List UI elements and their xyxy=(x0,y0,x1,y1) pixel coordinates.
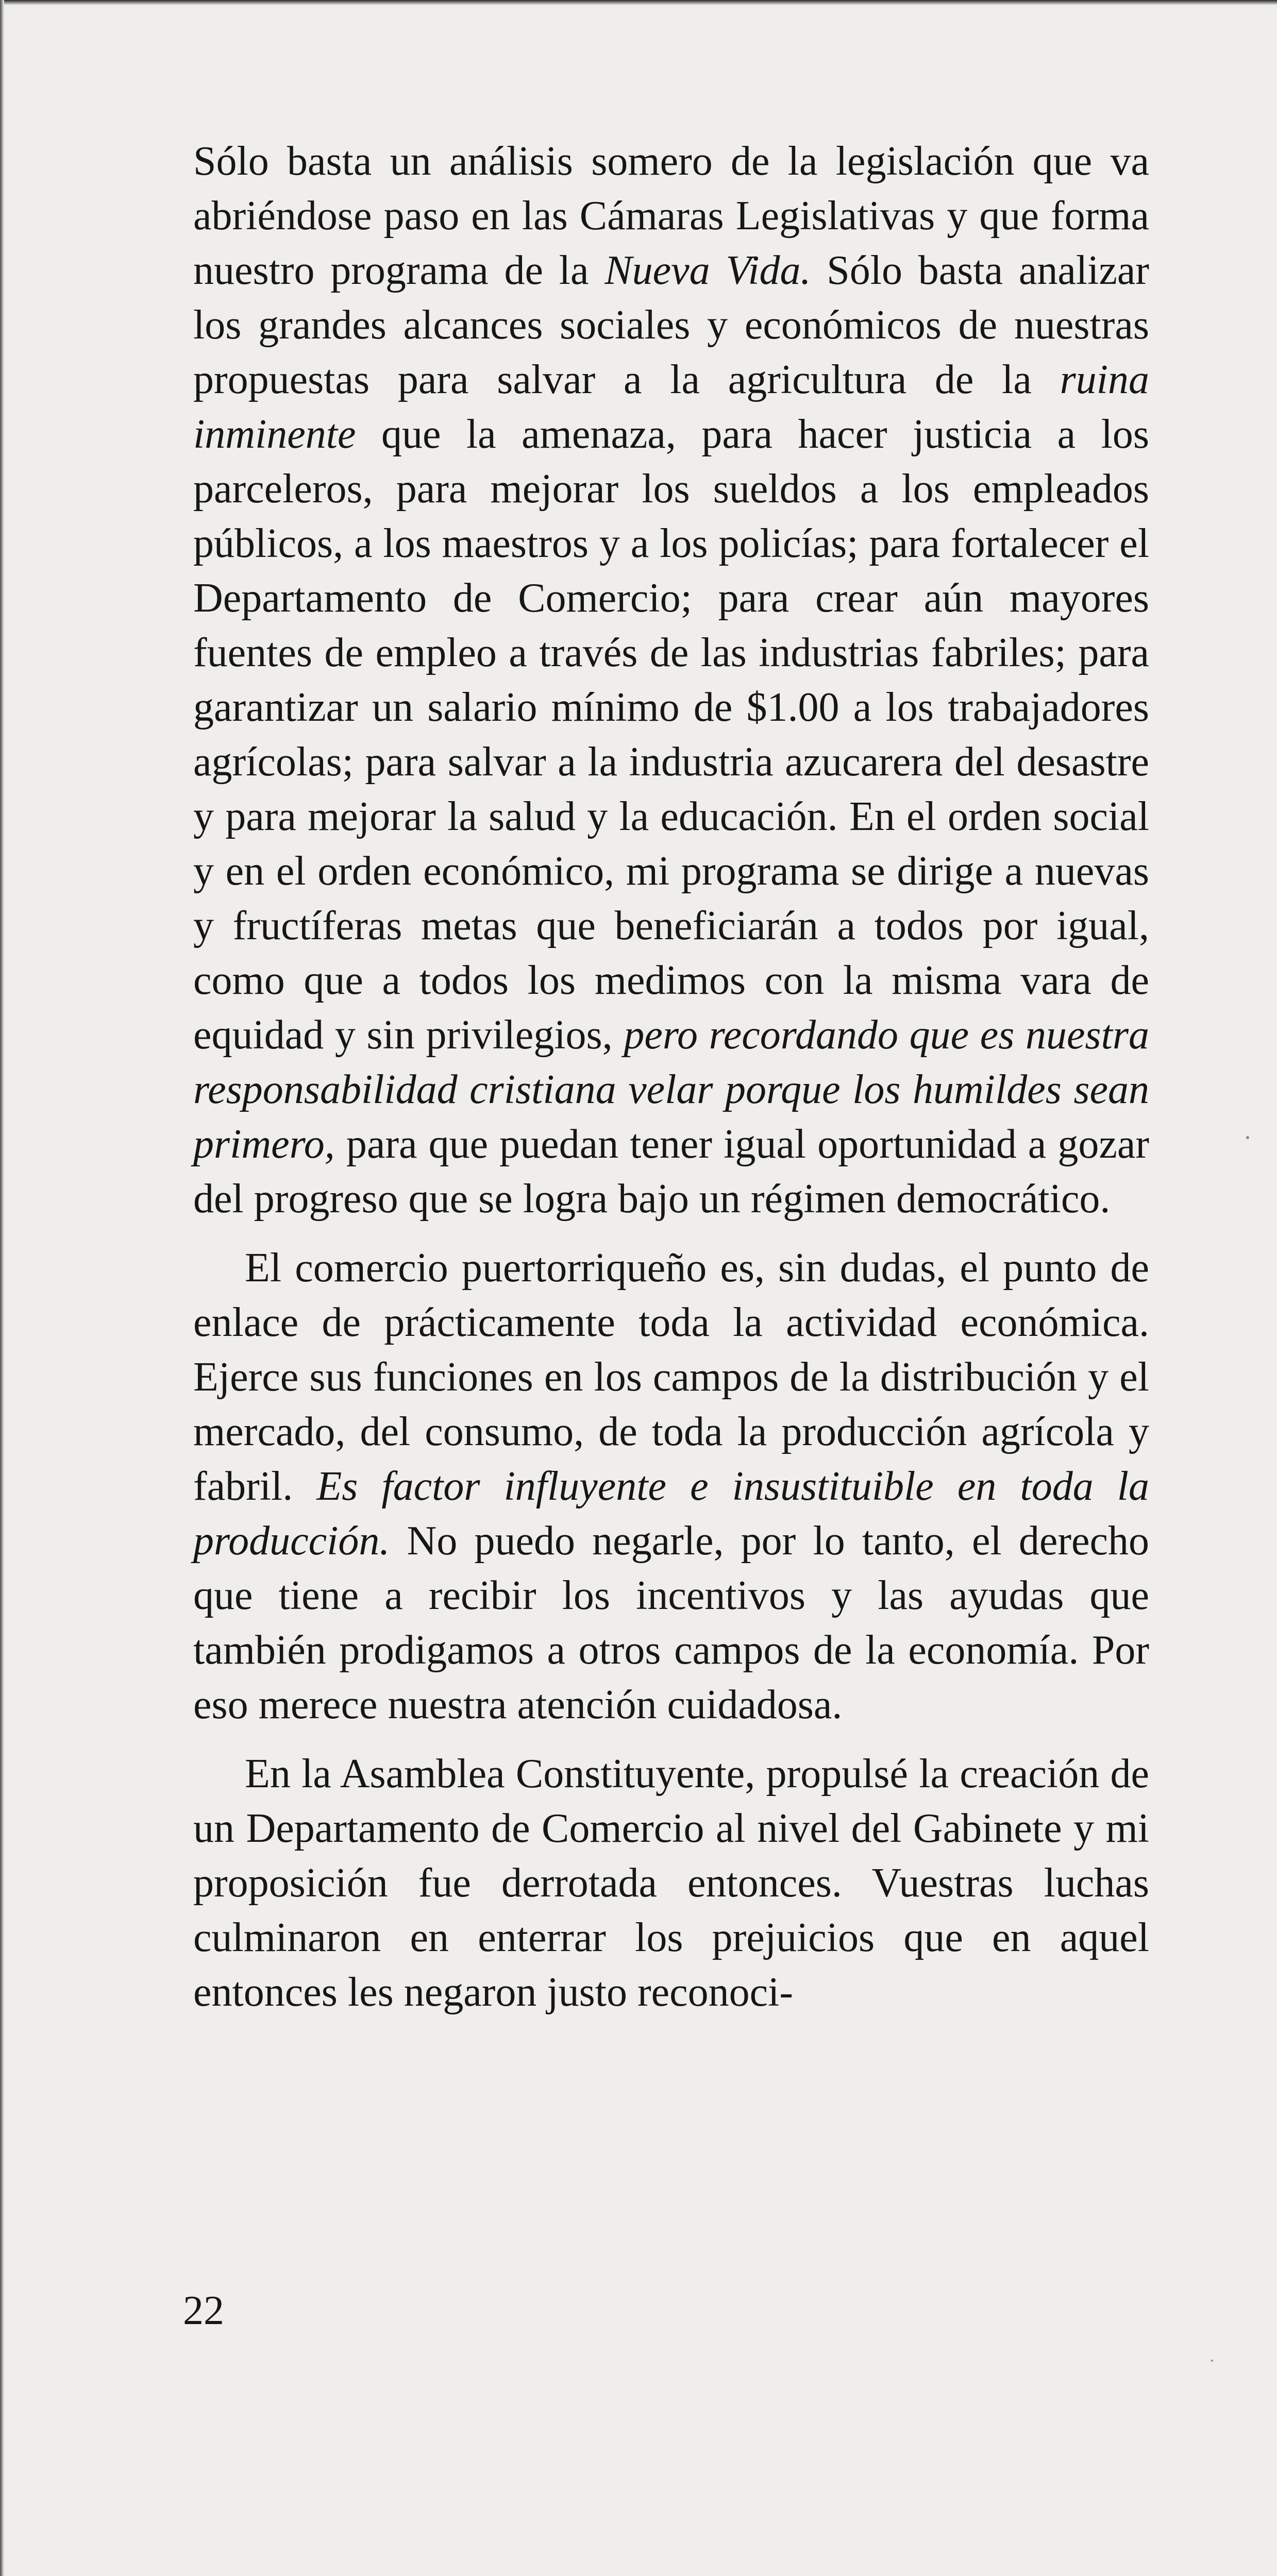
p1-text-2: Sólo basta analizar los grandes alcances sociales y económicos de nuestras propuestas para salvar a la agricultura de la xyxy=(193,248,1150,402)
paragraph-3 xyxy=(193,1747,1149,2020)
p3-text-1: En la Asamblea Constituyente, propulsé la creación de un Departamento de Comercio al nivel del Gabinete y mi proposición fue derrotada entonces. Vuestras luchas culminaron en enterrar los prejuicios que en aquel entonces les negaron justo reconoci- xyxy=(193,1751,1149,2015)
scan-edge-left xyxy=(0,0,4,2576)
p2-text-2: No puedo negarle, por lo tanto, el derecho que tiene a recibir los incentivos y las ayudas que también prodigamos a otros campos de la economía. Por eso merece nuestra atención cuidadosa. xyxy=(193,1518,1149,1727)
p1-text-4: para que puedan tener igual oportunidad a gozar del progreso que se logra bajo un régimen democrático. xyxy=(193,1122,1149,1222)
p2-italic-factor: Es factor influyente e insustituible en toda la producción. xyxy=(193,1464,1149,1564)
p2-text-1: El comercio puertorriqueño es, sin dudas, el punto de enlace de prácticamente toda la actividad económica. Ejerce sus funciones en los campos de la distribución y el mercado, del consumo, de toda la producción agrícola y fabril. xyxy=(193,1245,1149,1509)
page-number: 22 xyxy=(183,2288,224,2333)
p1-text-1: Sólo basta un análisis somero de la legislación que va abriéndose paso en las Cámaras Legislativas y que forma nuestro programa de la xyxy=(193,139,1149,293)
scan-edge-top xyxy=(0,0,1277,5)
p1-text-3: que la amenaza, para hacer justicia a los parceleros, para mejorar los sueldos a los empleados públicos, a los maestros y a los policías; para fortalecer el Departamento de Comercio; para crear aún mayores fuentes de empleo a través de las industrias fabriles; para garantizar un salario mínimo de $1.00 a los trabajadores agrícolas; para salvar a la industria azucarera del desastre y para mejorar la salud y la educación. En el orden social y en el orden económico, mi programa se dirige a nuevas y fructíferas metas que beneficiarán a todos por igual, como que a todos los medimos con la misma vara de equidad y sin privilegios, xyxy=(193,412,1149,1058)
p1-italic-nueva-vida: Nueva Vida. xyxy=(604,248,811,293)
scan-speck xyxy=(1211,2360,1213,2362)
p1-italic-responsabilidad: pero recordando que es nuestra responsabilidad cristiana velar porque los humildes sean primero, xyxy=(193,1012,1149,1167)
paragraph-1 xyxy=(193,134,1149,1226)
page-body xyxy=(193,134,1149,2034)
p1-italic-ruina-inminente: ruina inminente xyxy=(193,357,1149,457)
paragraph-2 xyxy=(193,1241,1149,1732)
scan-speck xyxy=(1246,1136,1249,1139)
